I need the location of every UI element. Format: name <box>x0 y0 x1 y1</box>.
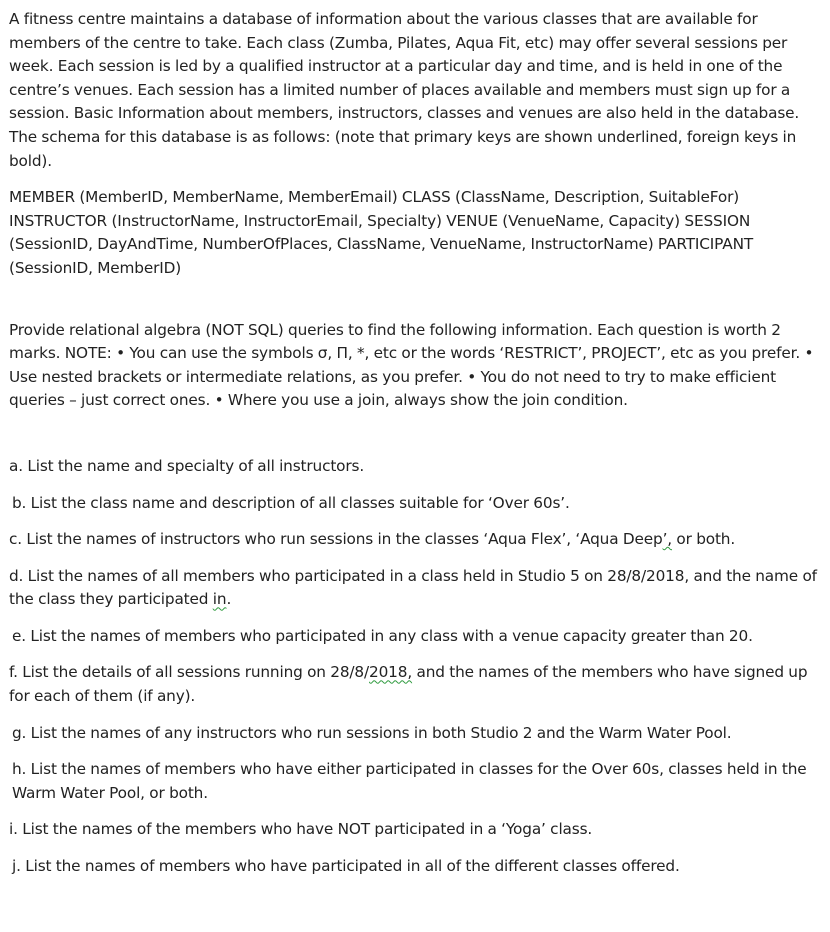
question-d-text-end: . <box>226 590 232 609</box>
question-e: e. List the names of members who participated in any class with a venue capacity greater than 20. <box>12 626 753 645</box>
question-a: a. List the name and specialty of all instructors. <box>9 456 365 475</box>
question-j: j. List the names of members who have participated in all of the different classes offered. <box>12 857 680 876</box>
question-c-text-end: or both. <box>672 530 736 549</box>
intro-paragraph: A fitness centre maintains a database of information about the various classes that are available for members of the centre to take. Each class (Zumba, Pilates, Aqua Fit, etc) may offer several sessions per week. Each session is led by a qualified instructor at a particular day and time, and is held in one of the centre’s venues. Each session has a limited number of places available and members must sign up for a session. Basic Information about members, instructors, classes and venues are also held in the database. The schema for this database is as follows: (note that primary keys are shown underlined, foreign keys in bold). <box>9 10 800 170</box>
question-b: b. List the class name and description of all classes suitable for ‘Over 60s’. <box>12 493 570 512</box>
document <box>9 8 821 892</box>
question-d-text: d. List the names of all members who participated in a class held in Studio 5 on 28/8/2018, and the name of the class they participated <box>9 566 817 609</box>
question-h: h. List the names of members who have either participated in classes for the Over 60s, classes held in the Warm Water Pool, or both. <box>12 760 807 802</box>
spelling-flag[interactable]: in <box>212 590 227 609</box>
question-c-text: c. List the names of instructors who run sessions in the classes ‘Aqua Flex’, ‘Aqua Deep <box>9 530 663 549</box>
question-d <box>9 565 821 612</box>
spelling-flag[interactable]: 2018, <box>369 663 413 682</box>
question-f <box>9 661 821 708</box>
question-f-text: f. List the details of all sessions running on 28/8/ <box>9 663 370 682</box>
schema-paragraph: MEMBER (MemberID, MemberName, MemberEmail) CLASS (ClassName, Description, SuitableFor) INSTRUCTOR (InstructorName, InstructorEmail, Specialty) VENUE (VenueName, Capacity) SESSION (SessionID, DayAndTime, NumberOfPlaces, ClassName, VenueName, InstructorName) PARTICIPANT (SessionID, MemberID) <box>9 188 754 277</box>
spelling-flag[interactable]: ’, <box>662 530 673 549</box>
question-i: i. List the names of the members who have NOT participated in a ‘Yoga’ class. <box>9 820 593 839</box>
question-g: g. List the names of any instructors who run sessions in both Studio 2 and the Warm Water Pool. <box>12 723 732 742</box>
instructions-paragraph: Provide relational algebra (NOT SQL) queries to find the following information. Each question is worth 2 marks. NOTE: • You can use the symbols σ, Π, *, etc or the words ‘RESTRICT’, PROJECT’, etc as you prefer. • Use nested brackets or intermediate relations, as you prefer. • You do not need to try to make efficient queries – just correct ones. • Where you use a join, always show the join condition. <box>9 320 814 410</box>
question-c <box>9 528 821 552</box>
question-f-text-end: and the names of the members who have signed up for each of them (if any). <box>9 663 808 706</box>
